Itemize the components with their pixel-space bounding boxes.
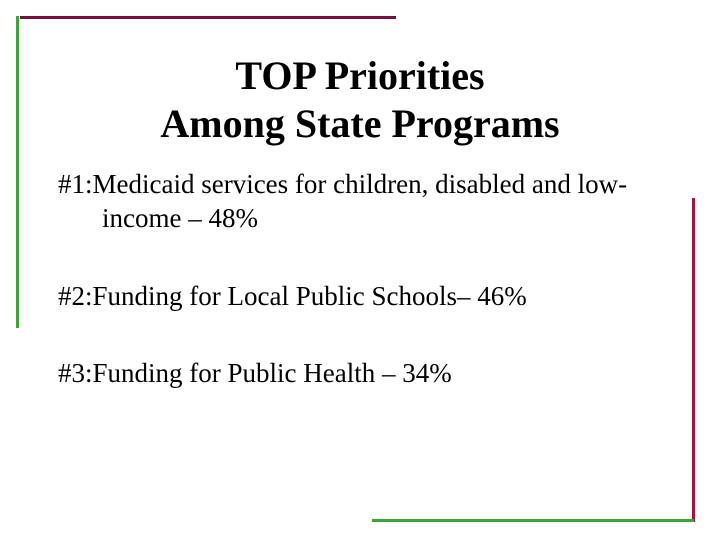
slide-title [0, 52, 720, 148]
right-accent-line [692, 198, 695, 522]
priority-item-3: #3:Funding for Public Health – 34% [58, 358, 452, 389]
top-accent-line [20, 16, 396, 19]
bottom-accent-line [372, 519, 694, 522]
priority-item-2: #2:Funding for Local Public Schools– 46% [58, 280, 527, 311]
title-line-1: TOP Priorities [235, 53, 485, 98]
title-line-2: Among State Programs [160, 101, 560, 146]
priority-list [58, 168, 678, 391]
priority-item-1: #1:Medicaid services for children, disabled and low-income – 48% [58, 169, 628, 233]
